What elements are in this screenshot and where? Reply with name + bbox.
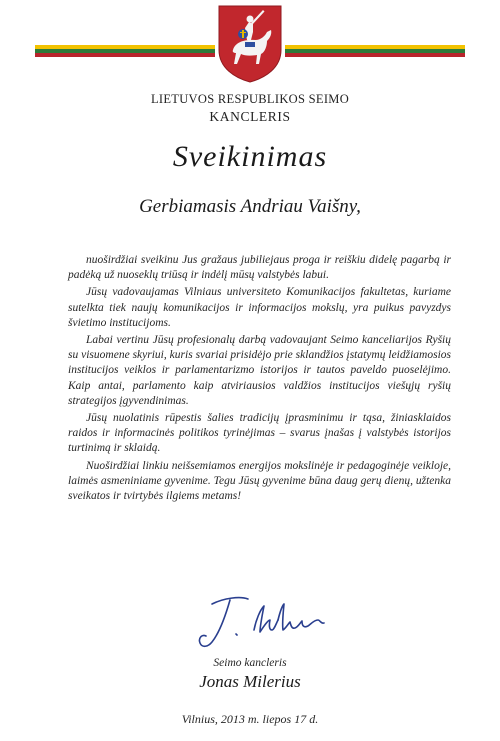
coat-of-arms-icon <box>215 2 285 84</box>
salutation: Gerbiamasis Andriau Vaišny, <box>139 196 361 217</box>
paragraph: Nuoširdžiai linkiu neišsemiamos energijos mokslinėje ir pedagoginėje veikloje, laimės asmeniniame gyvenime. Tegu Jūsų gyvenime būna daug gerų dienų, užtenka sveikatos ir tvirtybės ilgiems metams! <box>68 459 451 503</box>
signatory-name: Jonas Milerius <box>199 672 301 691</box>
institution-name: LIETUVOS RESPUBLIKOS SEIMO <box>150 92 350 106</box>
paragraph: Labai vertinu Jūsų profesionalų darbą vadovaujant Seimo kanceliarijos Ryšių su visuomene skyriui, kuris svariai prisidėjo prie sklandžios įstatymų leidžiamosios institucijos veiklos ir parlamentarizmo istorijos ir tautos paveldo puoselėjimo. Kaip antai, parlamento kaip atviriausios valdžios institucijos viešųjų ryšių strategijos įgyvendinimas. <box>68 334 451 407</box>
handwritten-signature-icon <box>190 590 340 652</box>
document-title: Sveikinimas <box>172 140 328 173</box>
place-and-date: Vilnius, 2013 m. liepos 17 d. <box>181 712 319 726</box>
paragraph: Jūsų vadovaujamas Vilniaus universiteto Komunikacijos fakultetas, kuriame sutelkta tiek naujų komunikacijos ir informacijos mokslų, yra puikus pavyzdys švietimo institucijoms. <box>68 286 451 329</box>
signatory-role: Seimo kancleris <box>213 657 287 669</box>
paragraph: nuoširdžiai sveikinu Jus gražaus jubiliejaus proga ir reiškiu didelę pagarbą ir padėką už nuoseklų triūsą ir indėlį mūsų valstybės labui. <box>68 254 451 282</box>
letter-body <box>68 253 451 506</box>
office-title: KANCLERIS <box>209 109 291 124</box>
paragraph: Jūsų nuolatinis rūpestis šalies tradicijų įprasminimu ir tąsa, žiniasklaidos raidos ir informacinės politikos tyrinėjimas – svarus įnašas į valstybės istorijos turtinimą ir sklaidą. <box>68 412 451 455</box>
